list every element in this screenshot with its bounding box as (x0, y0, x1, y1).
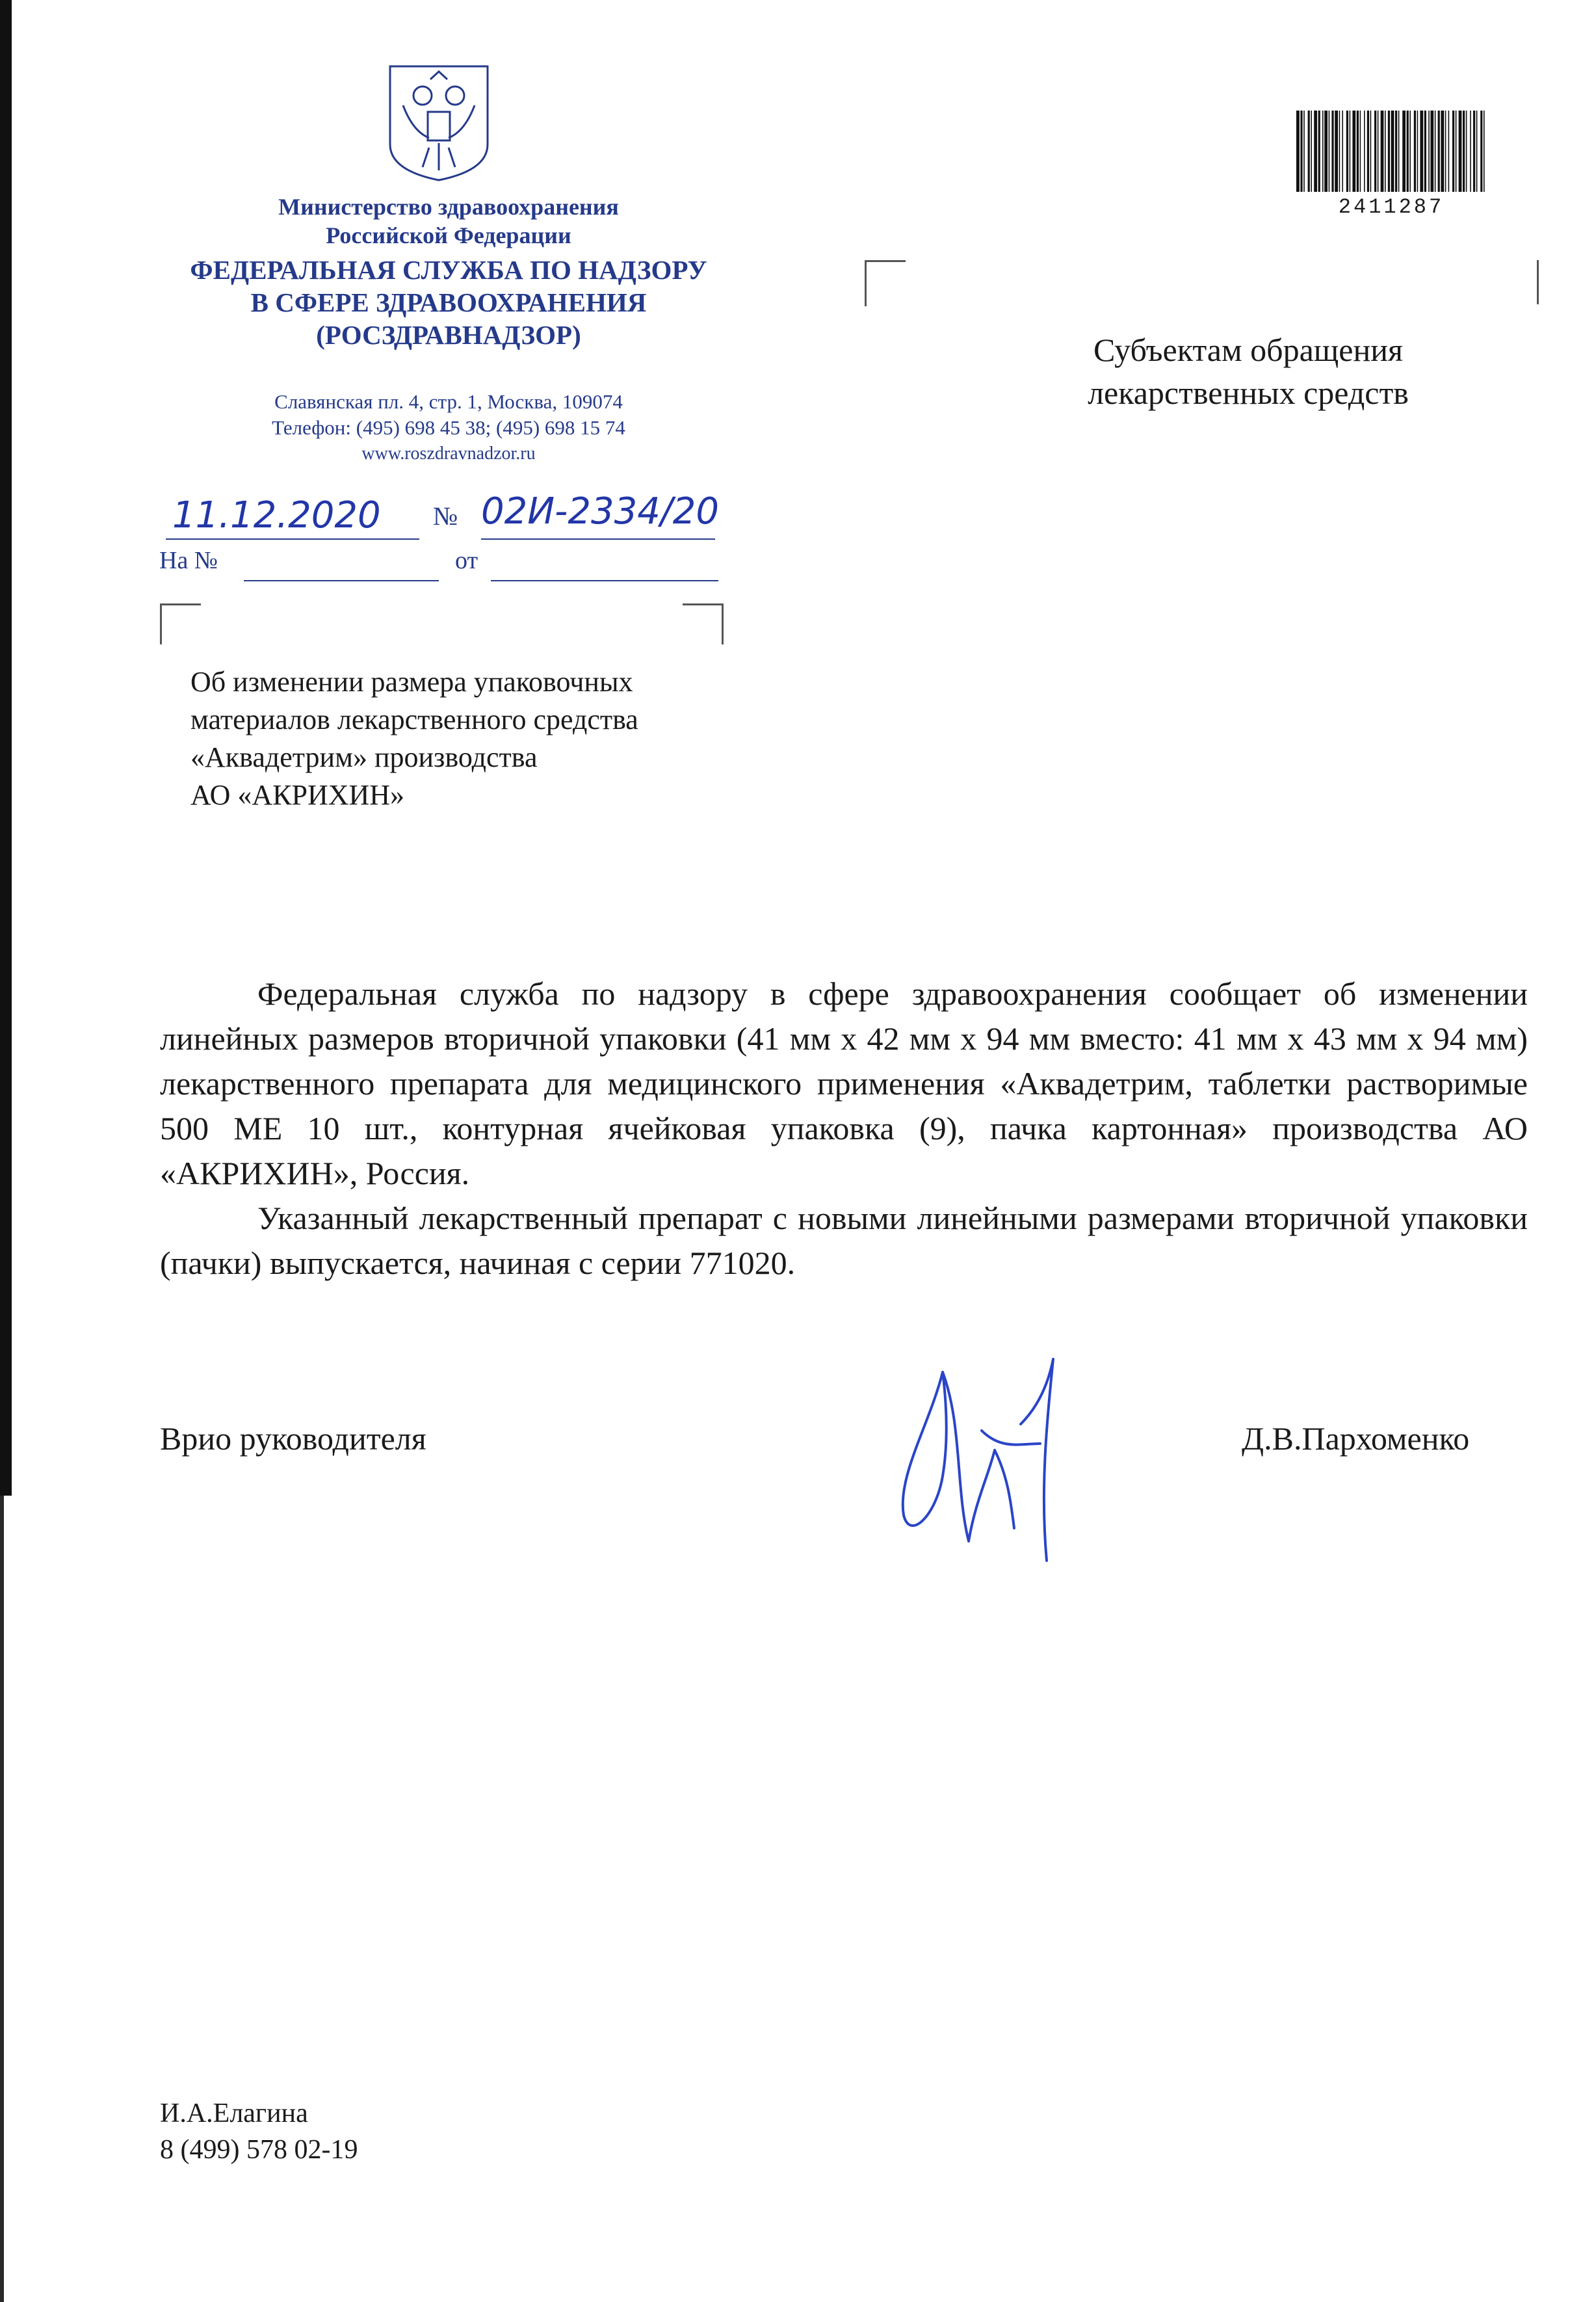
recipient-line2: лекарственных средств (1088, 375, 1409, 411)
address: Славянская пл. 4, стр. 1, Москва, 109074 (274, 390, 623, 413)
barcode-bar (1445, 111, 1446, 192)
executor-block (160, 2095, 358, 2168)
barcode-bar (1370, 111, 1372, 192)
ministry-line1: Министерство здравоохранения (278, 194, 619, 220)
registration-line (163, 490, 878, 546)
barcode-bar (1378, 111, 1379, 192)
barcode-bar (1352, 111, 1355, 192)
from-label: от (455, 547, 478, 574)
recipient-bracket-right (1521, 260, 1539, 304)
barcode-bar (1420, 111, 1423, 192)
barcode-bar (1324, 111, 1328, 192)
service-line2: В СФЕРЕ ЗДРАВООХРАНЕНИЯ (250, 287, 647, 317)
barcode-bar (1367, 111, 1369, 192)
barcode-bar (1414, 111, 1416, 192)
signer-position: Врио руководителя (160, 1420, 426, 1457)
barcode-bar (1430, 111, 1433, 192)
subject-line2: материалов лекарственного средства (190, 704, 638, 735)
barcode-number: 2411287 (1338, 195, 1445, 219)
barcode-bar (1438, 111, 1440, 192)
barcode-bar (1402, 111, 1406, 192)
reply-row (159, 546, 478, 575)
barcode-bar (1484, 111, 1485, 192)
barcode-bar (1311, 111, 1312, 192)
recipient-bracket-left (865, 260, 906, 306)
barcode-bar (1360, 111, 1361, 192)
barcode-bar (1381, 111, 1384, 192)
barcode-bar (1407, 111, 1409, 192)
barcode-bar (1463, 111, 1465, 192)
barcode-bar (1350, 111, 1351, 192)
barcode-bar (1342, 111, 1343, 192)
scan-edge (0, 0, 12, 1496)
barcode-bar (1428, 111, 1430, 192)
barcode-bar (1303, 111, 1305, 192)
barcode-bar (1476, 111, 1478, 192)
subject-line3: «Аквадетрим» производства (190, 741, 538, 773)
reply-number-line (244, 580, 439, 581)
executor-name: И.А.Елагина (160, 2098, 308, 2128)
body-paragraph-2: Указанный лекарственный препарат с новыми линейными размерами вторичной упаковки (пачки) выпускается, начиная с серии 771020. (160, 1200, 1528, 1281)
barcode-bar (1473, 111, 1475, 192)
barcode-bar (1318, 111, 1320, 192)
phone: Телефон: (495) 698 45 38; (495) 698 15 74 (272, 416, 625, 439)
barcode-bar (1409, 111, 1411, 192)
reply-date-line (491, 580, 718, 581)
ministry-title (163, 192, 735, 250)
registration-date: 11.12.2020 (172, 494, 381, 536)
barcode-bar (1456, 111, 1457, 192)
barcode-bar (1300, 111, 1302, 192)
letter-subject (190, 663, 776, 814)
barcode-bar (1331, 111, 1333, 192)
recipient (1014, 328, 1482, 414)
number-underline (481, 538, 715, 540)
barcode-bar (1308, 111, 1310, 192)
address-block (163, 389, 735, 467)
barcode-bar (1314, 111, 1317, 192)
subject-line1: Об изменении размера упаковочных (190, 666, 633, 698)
barcode-bar (1374, 111, 1376, 192)
number-sign: № (433, 501, 458, 531)
barcode-bar (1339, 111, 1341, 192)
scan-edge-lower (0, 1496, 4, 2302)
barcode-bar (1322, 111, 1324, 192)
website: www.roszdravnadzor.ru (361, 443, 536, 464)
executor-phone: 8 (499) 578 02-19 (160, 2135, 358, 2165)
barcode-bar (1441, 111, 1444, 192)
letter-body (160, 972, 1528, 1286)
barcode-bar (1424, 111, 1426, 192)
bracket-top-right (683, 603, 724, 644)
barcode-bar (1388, 111, 1390, 192)
coat-of-arms-icon (384, 60, 494, 183)
barcode-bar (1398, 111, 1400, 192)
barcode-bar (1395, 111, 1397, 192)
barcode (1294, 111, 1489, 195)
service-line3: (РОСЗДРАВНАДЗОР) (316, 320, 581, 350)
handwritten-signature (884, 1346, 1079, 1567)
barcode-bar (1448, 111, 1450, 192)
body-paragraph-1: Федеральная служба по надзору в сфере здравоохранения сообщает об изменении линейных размеров вторичной упаковки (41 мм х 42 мм х 94 мм вместо: 41 мм х 43 мм х 94 мм) лекарственного препарата для медицинского применения «Аквадетрим, таблетки растворимые 500 МЕ 10 шт., контурная ячейковая упаковка (9), пачка картонная» производства АО «АКРИХИН», Россия. (160, 975, 1528, 1191)
service-line1: ФЕДЕРАЛЬНАЯ СЛУЖБА ПО НАДЗОРУ (190, 255, 707, 285)
barcode-bar (1335, 111, 1338, 192)
recipient-line1: Субъектам обращения (1093, 332, 1403, 368)
signer-name: Д.В.Пархоменко (1242, 1420, 1470, 1457)
barcode-bar (1452, 111, 1454, 192)
service-title (150, 254, 748, 351)
barcode-bar (1470, 111, 1471, 192)
barcode-bar (1357, 111, 1359, 192)
registration-number: 02И-2334/20 (481, 490, 719, 533)
barcode-bar (1466, 111, 1467, 192)
barcode-bar (1459, 111, 1462, 192)
barcode-bar (1435, 111, 1436, 192)
barcode-bar (1417, 111, 1419, 192)
ministry-line2: Российской Федерации (326, 222, 571, 248)
reply-label: На № (159, 547, 218, 574)
barcode-bar (1480, 111, 1482, 192)
barcode-bar (1296, 111, 1300, 192)
barcode-bar (1391, 111, 1394, 192)
date-underline (166, 538, 419, 540)
barcode-bar (1364, 111, 1365, 192)
bracket-top-left (160, 603, 201, 644)
barcode-bar (1346, 111, 1348, 192)
subject-line4: АО «АКРИХИН» (190, 779, 405, 811)
barcode-bar (1385, 111, 1386, 192)
barcode-bar (1329, 111, 1330, 192)
